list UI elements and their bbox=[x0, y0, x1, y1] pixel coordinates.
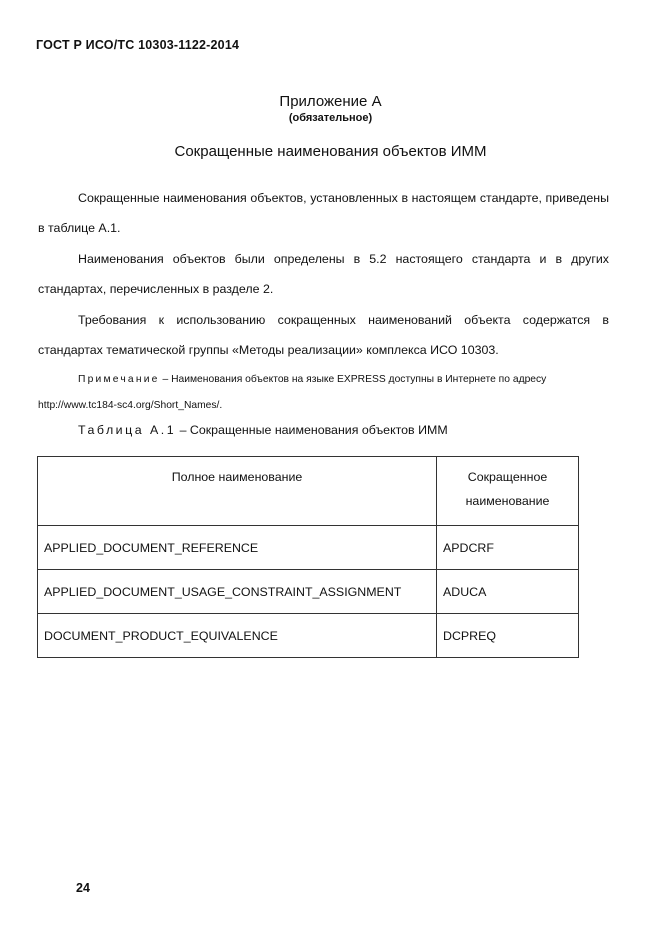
table-caption-text: – Сокращенные наименования объектов ИММ bbox=[176, 423, 448, 437]
paragraph-3: Требования к использованию сокращенных наименований объекта содержатся в стандартах тематической группы «Методы реализации» комплекса ИСО 10303. bbox=[38, 313, 609, 357]
header-short-name: Сокращенное наименование bbox=[437, 457, 579, 526]
table-row bbox=[38, 570, 579, 614]
note-label: Примечание bbox=[78, 374, 160, 385]
cell-short-name: DCPREQ bbox=[437, 614, 579, 658]
abbreviations-table bbox=[37, 456, 579, 658]
table-row bbox=[38, 526, 579, 570]
table-row bbox=[38, 614, 579, 658]
document-code-header: ГОСТ Р ИСО/ТС 10303-1122-2014 bbox=[36, 38, 240, 52]
cell-full-name: APPLIED_DOCUMENT_USAGE_CONSTRAINT_ASSIGNMENT bbox=[38, 570, 437, 614]
table-header-row bbox=[38, 457, 579, 526]
page-number: 24 bbox=[76, 881, 90, 895]
header-full-name: Полное наименование bbox=[38, 457, 437, 526]
note-dash: – bbox=[159, 374, 172, 385]
appendix-subtitle: (обязательное) bbox=[288, 112, 373, 124]
appendix-title: Приложение А bbox=[279, 93, 382, 110]
cell-short-name: ADUCA bbox=[437, 570, 579, 614]
paragraph-2: Наименования объектов были определены в 5.2 настоящего стандарта и в других стандартах, перечисленных в разделе 2. bbox=[38, 252, 609, 296]
note bbox=[38, 367, 609, 419]
cell-full-name: DOCUMENT_PRODUCT_EQUIVALENCE bbox=[38, 614, 437, 658]
cell-full-name: APPLIED_DOCUMENT_REFERENCE bbox=[38, 526, 437, 570]
note-text: Наименования объектов на языке EXPRESS доступны в Интернете по адресу http://www.tc184-sc4.org/Short_Names/. bbox=[38, 374, 547, 411]
section-title: Сокращенные наименования объектов ИММ bbox=[174, 143, 487, 160]
paragraph-1: Сокращенные наименования объектов, установленных в настоящем стандарте, приведены в таблице А.1. bbox=[38, 191, 609, 235]
table-caption-label: Таблица А.1 bbox=[78, 423, 177, 437]
table-caption bbox=[78, 423, 448, 437]
cell-short-name: APDCRF bbox=[437, 526, 579, 570]
